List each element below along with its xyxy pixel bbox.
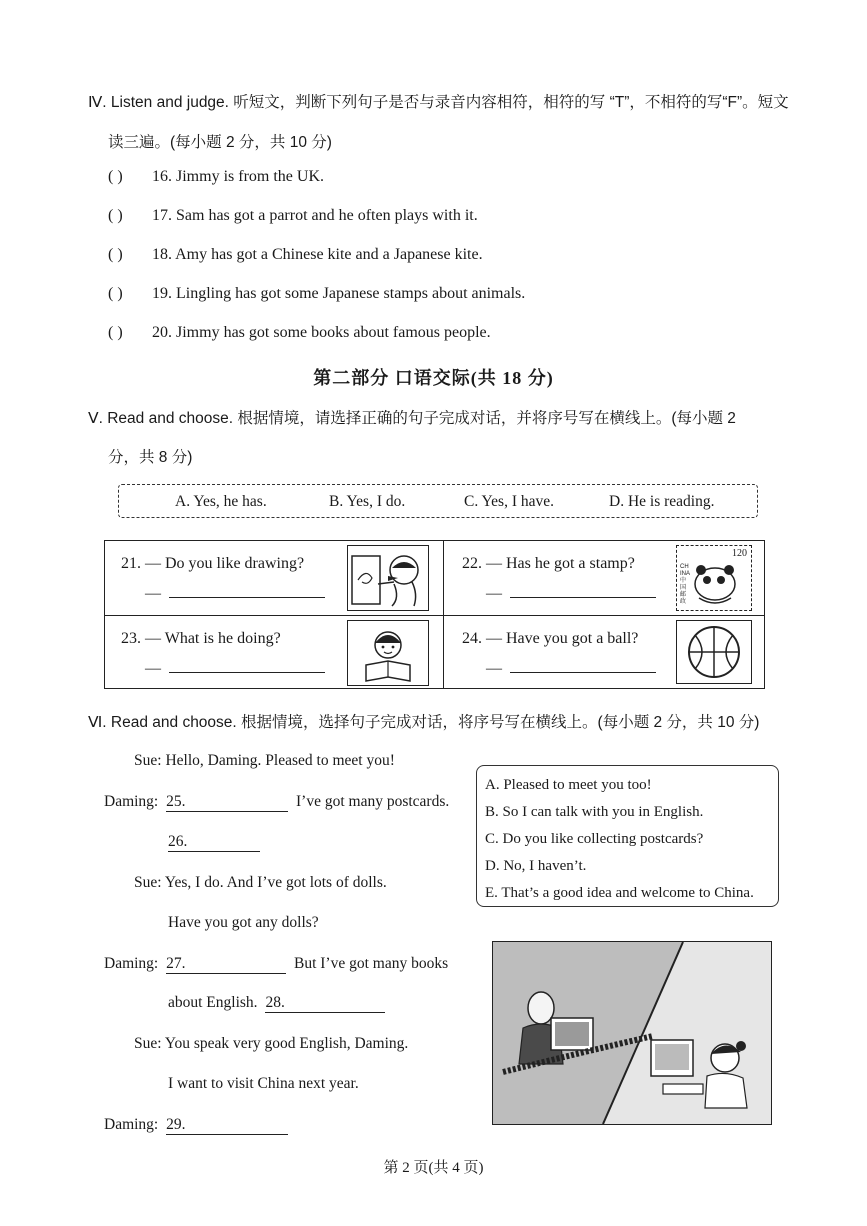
question-21: 21. — Do you like drawing?: [121, 555, 305, 572]
dialogue-line-sue-4: Sue: You speak very good English, Daming.: [134, 1035, 409, 1052]
dialogue-line-sue-2: Sue: Yes, I do. And I’ve got lots of dolls.: [134, 874, 387, 891]
answer-line-23: —: [145, 660, 325, 678]
dialogue-line-27: Daming: 27. But I’ve got many books: [104, 955, 449, 972]
option-b: B. Yes, I do.: [329, 493, 406, 510]
part-2-title: 第二部分 口语交际(共 18 分): [313, 368, 554, 388]
section-4-instruction-line1: Ⅳ. Listen and judge. 听短文，判断下列句子是否与录音内容相符，相符的写 “T”，不相符的写“F”。短文: [88, 94, 789, 111]
option-6-d: D. No, I haven’t.: [485, 858, 587, 874]
video-chat-picture: [493, 942, 771, 1124]
option-6-a: A. Pleased to meet you too!: [485, 777, 652, 793]
section-5-question-table: [104, 540, 765, 689]
answer-blank-27: 27.: [166, 955, 286, 974]
question-cell-21: [105, 541, 444, 616]
reading-boy-icon: [348, 621, 428, 685]
dialogue-line-sue-5: I want to visit China next year.: [168, 1075, 359, 1092]
dialogue-line-26: [168, 833, 260, 852]
stamp-value: 120: [732, 548, 747, 559]
option-6-c: C. Do you like collecting postcards?: [485, 831, 704, 847]
dialogue-line-25: Daming: 25. I’ve got many postcards.: [104, 793, 450, 810]
option-d: D. He is reading.: [609, 493, 715, 510]
option-a: A. Yes, he has.: [175, 493, 267, 510]
ball-picture: [676, 620, 752, 684]
section-5-options-box: [118, 484, 758, 518]
judge-item-19: ( ) 19. Lingling has got some Japanese stamps about animals.: [108, 285, 526, 302]
dialogue-line-29: Daming: 29.: [104, 1116, 288, 1135]
video-chat-illustration: [492, 941, 772, 1125]
answer-blank-26: 26.: [168, 833, 260, 852]
section-4-instruction: [88, 90, 858, 112]
section-5-instruction-line1: Ⅴ. Read and choose. 根据情境，请选择正确的句子完成对话，并将序号写在横线上。(每小题 2: [88, 410, 736, 427]
drawing-boy-icon: [348, 546, 428, 610]
question-22: 22. — Has he got a stamp?: [462, 555, 635, 572]
reading-boy-picture: [347, 620, 429, 686]
answer-blank-29: 29.: [166, 1116, 288, 1135]
question-cell-22: [444, 541, 765, 616]
dialogue-line-1: Sue: Hello, Daming. Pleased to meet you!: [134, 752, 395, 769]
option-6-b: B. So I can talk with you in English.: [485, 804, 704, 820]
drawing-boy-picture: [347, 545, 429, 611]
option-6-e: E. That’s a good idea and welcome to China.: [485, 885, 754, 901]
page-footer: 第 2 页(共 4 页): [383, 1160, 484, 1176]
judge-item-18: ( ) 18. Amy has got a Chinese kite and a Japanese kite.: [108, 246, 483, 263]
answer-blank-25: 25.: [166, 793, 288, 812]
judge-item-16: ( ) 16. Jimmy is from the UK.: [108, 168, 324, 185]
question-24: 24. — Have you got a ball?: [462, 630, 639, 647]
section-4-instruction-line2: 读三遍。(每小题 2 分，共 10 分): [108, 134, 332, 151]
answer-blank-28: 28.: [265, 994, 385, 1013]
judge-item-20: ( ) 20. Jimmy has got some books about famous people.: [108, 324, 491, 341]
stamp-text: CHINA 中国邮政: [680, 564, 690, 605]
section-6-options-box: [476, 765, 779, 907]
judge-item-17: ( ) 17. Sam has got a parrot and he often plays with it.: [108, 207, 478, 224]
answer-line-22: —: [486, 585, 656, 603]
option-c: C. Yes, I have.: [464, 493, 554, 510]
question-23: 23. — What is he doing?: [121, 630, 281, 647]
section-5-instruction-line2: 分，共 8 分): [108, 449, 193, 466]
answer-line-24: —: [486, 660, 656, 678]
dialogue-line-sue-3: Have you got any dolls?: [168, 914, 319, 931]
basketball-icon: [677, 621, 751, 683]
question-cell-24: [444, 616, 765, 689]
section-6-instruction: Ⅵ. Read and choose. 根据情境，选择句子完成对话，将序号写在横线上。(每小题 2 分，共 10 分): [88, 714, 760, 731]
dialogue-line-28: about English. 28.: [168, 994, 385, 1013]
answer-line-21: —: [145, 585, 325, 603]
question-cell-23: [105, 616, 444, 689]
stamp-picture: [676, 545, 752, 611]
